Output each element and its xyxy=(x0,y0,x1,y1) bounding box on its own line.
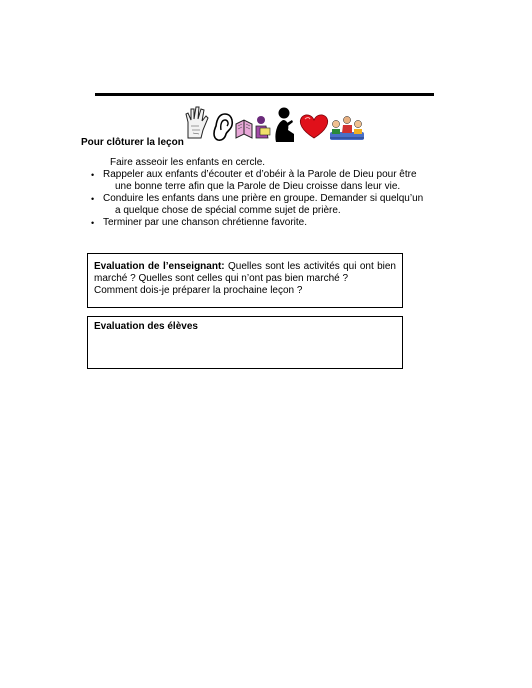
list-item-line: Rappeler aux enfants d’écouter et d’obéir à la Parole de Dieu pour être xyxy=(103,169,417,180)
list-item-line: Conduire les enfants dans une prière en groupe. Demander si quelqu’un xyxy=(103,193,424,204)
hand-icon xyxy=(186,107,208,138)
student-evaluation-label: Evaluation des élèves xyxy=(94,321,198,332)
list-item-line: a quelque chose de spécial comme sujet de prière. xyxy=(115,205,341,216)
list-item xyxy=(91,217,431,229)
closing-steps-list xyxy=(91,169,431,229)
heart-icon xyxy=(300,115,327,138)
bullet-dot: • xyxy=(91,194,95,204)
list-item-line: Terminer par une chanson chrétienne favorite. xyxy=(103,217,308,228)
teacher-evaluation-question-2: Comment dois-je préparer la prochaine leçon ? xyxy=(94,285,303,296)
top-divider xyxy=(95,93,434,96)
list-item xyxy=(91,193,431,217)
ear-icon xyxy=(214,114,232,140)
teacher-evaluation-question: Quelles sont les activités qui ont bien marché ? Quelles sont celles qui n’ont pas bien marché ? xyxy=(94,261,396,284)
teacher-evaluation-box xyxy=(87,253,403,308)
list-item-line: une bonne terre afin que la Parole de Dieu croisse dans leur vie. xyxy=(115,181,401,192)
bullet-dot: • xyxy=(91,170,95,180)
closing-section-title: Pour clôturer la leçon xyxy=(81,137,184,148)
teacher-evaluation-label: Evaluation de l’enseignant: xyxy=(94,261,225,272)
reading-child-icon xyxy=(256,116,270,138)
closing-icons-strip xyxy=(184,104,366,144)
student-evaluation-box xyxy=(87,316,403,369)
list-item xyxy=(91,169,431,193)
praying-figure-icon xyxy=(275,108,294,143)
book-icon xyxy=(236,120,252,138)
children-group-icon xyxy=(330,116,364,140)
bullet-dot: • xyxy=(91,218,95,228)
intro-text: Faire asseoir les enfants en cercle. xyxy=(110,157,266,168)
